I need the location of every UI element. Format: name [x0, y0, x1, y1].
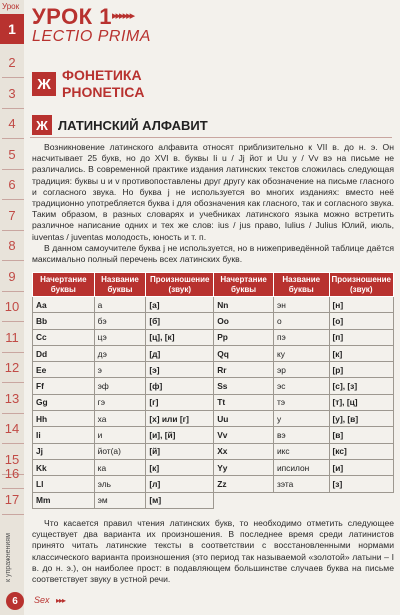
table-cell: Cc: [33, 329, 95, 345]
table-cell: Gg: [33, 394, 95, 410]
closing-text: [32, 518, 394, 585]
rail-lesson-number[interactable]: 2: [0, 55, 24, 70]
table-cell: [329, 492, 394, 508]
table-cell: Kk: [33, 459, 95, 475]
table-cell: Uu: [214, 411, 274, 427]
table-cell: [ф]: [146, 378, 214, 394]
table-cell: [ц], [к]: [146, 329, 214, 345]
table-cell: Nn: [214, 297, 274, 313]
table-cell: эр: [273, 362, 329, 378]
table-cell: [и], [й]: [146, 427, 214, 443]
rail-lesson-number[interactable]: 5: [0, 147, 24, 162]
table-cell: цэ: [94, 329, 146, 345]
rail-lesson-number[interactable]: 11: [0, 330, 24, 345]
column-header: Начертание буквы: [214, 273, 274, 297]
table-cell: [с], [з]: [329, 378, 394, 394]
alphabet-table: [32, 272, 394, 509]
table-cell: эф: [94, 378, 146, 394]
table-cell: эм: [94, 492, 146, 508]
table-cell: [п]: [329, 329, 394, 345]
table-cell: [з]: [329, 476, 394, 492]
table-cell: Ll: [33, 476, 95, 492]
table-cell: Pp: [214, 329, 274, 345]
rail-lesson-number[interactable]: 17: [0, 492, 24, 507]
section-subtitle: PHONETICA: [62, 84, 145, 100]
divider: [30, 137, 392, 138]
table-cell: [й]: [146, 443, 214, 459]
table-row: [33, 427, 394, 443]
table-row: [33, 345, 394, 361]
table-cell: э: [94, 362, 146, 378]
table-cell: [г]: [146, 394, 214, 410]
table-cell: Zz: [214, 476, 274, 492]
table-cell: а: [94, 297, 146, 313]
lesson-rail: [0, 0, 24, 615]
table-cell: Aa: [33, 297, 95, 313]
table-row: [33, 362, 394, 378]
table-cell: ха: [94, 411, 146, 427]
table-row: [33, 297, 394, 313]
table-cell: у: [273, 411, 329, 427]
table-cell: [к]: [146, 459, 214, 475]
table-cell: дэ: [94, 345, 146, 361]
table-row: [33, 329, 394, 345]
column-header: Название буквы: [94, 273, 146, 297]
table-cell: [к]: [329, 345, 394, 361]
rail-heading: Урок: [2, 2, 20, 11]
table-cell: [т], [ц]: [329, 394, 394, 410]
table-cell: Oo: [214, 313, 274, 329]
table-cell: эль: [94, 476, 146, 492]
column-header: Название буквы: [273, 273, 329, 297]
table-cell: Dd: [33, 345, 95, 361]
table-cell: [в]: [329, 427, 394, 443]
table-cell: [х] или [г]: [146, 411, 214, 427]
table-cell: [л]: [146, 476, 214, 492]
table-row: [33, 459, 394, 475]
table-cell: [а]: [146, 297, 214, 313]
rail-current-lesson[interactable]: 1: [0, 14, 24, 44]
lesson-subtitle: LECTIO PRIMA: [32, 28, 151, 45]
table-cell: Bb: [33, 313, 95, 329]
table-cell: [б]: [146, 313, 214, 329]
rail-lesson-number[interactable]: 9: [0, 269, 24, 284]
footer-arrows-decoration: ▸▸▸: [56, 596, 66, 605]
table-cell: [273, 492, 329, 508]
table-cell: Vv: [214, 427, 274, 443]
table-cell: йот(а): [94, 443, 146, 459]
table-body: [33, 297, 394, 509]
table-cell: тэ: [273, 394, 329, 410]
rail-lesson-number[interactable]: 16: [0, 466, 24, 481]
rail-lesson-number[interactable]: 14: [0, 421, 24, 436]
table-row: [33, 411, 394, 427]
table-header-row: [33, 273, 394, 297]
rail-lesson-number[interactable]: 4: [0, 116, 24, 131]
table-cell: [кс]: [329, 443, 394, 459]
table-cell: икс: [273, 443, 329, 459]
intro-text: [32, 142, 394, 265]
rail-vertical-label: к упражнениям: [5, 533, 12, 582]
table-cell: и: [94, 427, 146, 443]
table-cell: [214, 492, 274, 508]
rail-lesson-number[interactable]: 6: [0, 177, 24, 192]
page-number-badge: 6: [6, 592, 24, 610]
table-cell: [у], [в]: [329, 411, 394, 427]
table-cell: Rr: [214, 362, 274, 378]
rail-lesson-number[interactable]: 15: [0, 452, 24, 467]
table-cell: [м]: [146, 492, 214, 508]
table-cell: Jj: [33, 443, 95, 459]
subsection-emblem-icon: Ж: [32, 115, 52, 135]
column-header: Произношение (звук): [329, 273, 394, 297]
table-cell: Yy: [214, 459, 274, 475]
table-cell: [о]: [329, 313, 394, 329]
rail-lesson-number[interactable]: 13: [0, 391, 24, 406]
table-cell: пэ: [273, 329, 329, 345]
table-cell: [э]: [146, 362, 214, 378]
table-cell: ка: [94, 459, 146, 475]
table-row: [33, 476, 394, 492]
rail-lesson-number[interactable]: 10: [0, 299, 24, 314]
column-header: Начертание буквы: [33, 273, 95, 297]
table-cell: Mm: [33, 492, 95, 508]
intro-paragraph: Возникновение латинского алфавита относят приблизительно к VII в. до н. э. Он насчитывает 25 букв, но до XVI в. буквы Ii u / Jj йот и Uu y / Vv вэ на письме не различались. В современной практике издания латинских текстов сложилась следующая традиция: буквы u и v противопоставлены друг другу как обозначение на письме гласного и согласного звука. Но буква j не используется во многих изданиях: вместо неё традиционно употребляется буква i для обозначения как гласного, так и согласного звука. Таким образом, в разных словарях и учебниках латинского языка можно встретить различное написание одних и тех же слов: ius / jus право, Iulius / Julius Юлий, июль, iuventas / juventas молодость, юность и т. п.: [32, 142, 394, 242]
table-cell: [и]: [329, 459, 394, 475]
title-arrows-decoration: ▸▸▸▸▸▸: [112, 10, 134, 22]
lesson-title: УРОК 1: [32, 4, 112, 29]
table-cell: Hh: [33, 411, 95, 427]
table-cell: гэ: [94, 394, 146, 410]
subsection-title: ЛАТИНСКИЙ АЛФАВИТ: [58, 118, 208, 133]
section-emblem-icon: Ж: [32, 72, 56, 96]
table-cell: Ee: [33, 362, 95, 378]
table-cell: Ss: [214, 378, 274, 394]
table-cell: вэ: [273, 427, 329, 443]
table-cell: зэта: [273, 476, 329, 492]
table-cell: [н]: [329, 297, 394, 313]
table-row: [33, 443, 394, 459]
table-row: [33, 394, 394, 410]
rail-lesson-number[interactable]: 12: [0, 360, 24, 375]
table-row: [33, 378, 394, 394]
table-cell: эн: [273, 297, 329, 313]
table-cell: Xx: [214, 443, 274, 459]
section-title: ФОНЕТИКА: [62, 67, 142, 83]
table-cell: эс: [273, 378, 329, 394]
closing-paragraph: Что касается правил чтения латинских букв, то необходимо отметить следующее существует два варианта их произношения. В последнее время среди латинистов принято читать латинские тексты в соответствии с восстановленными нормами классического варианта произношения (это период так называемой «золотой» латыни – I в. до н. э.), он наиболее прост: в подавляющем большинстве случаев буква на письме соответствует звуку в устной речи.: [32, 518, 394, 585]
table-cell: [р]: [329, 362, 394, 378]
table-cell: Ff: [33, 378, 95, 394]
table-cell: Tt: [214, 394, 274, 410]
rail-lesson-number[interactable]: 7: [0, 208, 24, 223]
table-cell: Ii: [33, 427, 95, 443]
table-row: [33, 313, 394, 329]
rail-lesson-number[interactable]: 8: [0, 238, 24, 253]
table-cell: [д]: [146, 345, 214, 361]
table-cell: ипсилон: [273, 459, 329, 475]
table-cell: ку: [273, 345, 329, 361]
table-cell: бэ: [94, 313, 146, 329]
rail-lesson-number[interactable]: 3: [0, 86, 24, 101]
table-row: [33, 492, 394, 508]
intro-paragraph: В данном самоучителе буква j не используется, но в нижеприведённой таблице даётся максимально полный перечень всех латинских букв.: [32, 242, 394, 265]
column-header: Произношение (звук): [146, 273, 214, 297]
page-number-latin: Sex: [34, 595, 50, 605]
table-cell: Qq: [214, 345, 274, 361]
table-cell: о: [273, 313, 329, 329]
